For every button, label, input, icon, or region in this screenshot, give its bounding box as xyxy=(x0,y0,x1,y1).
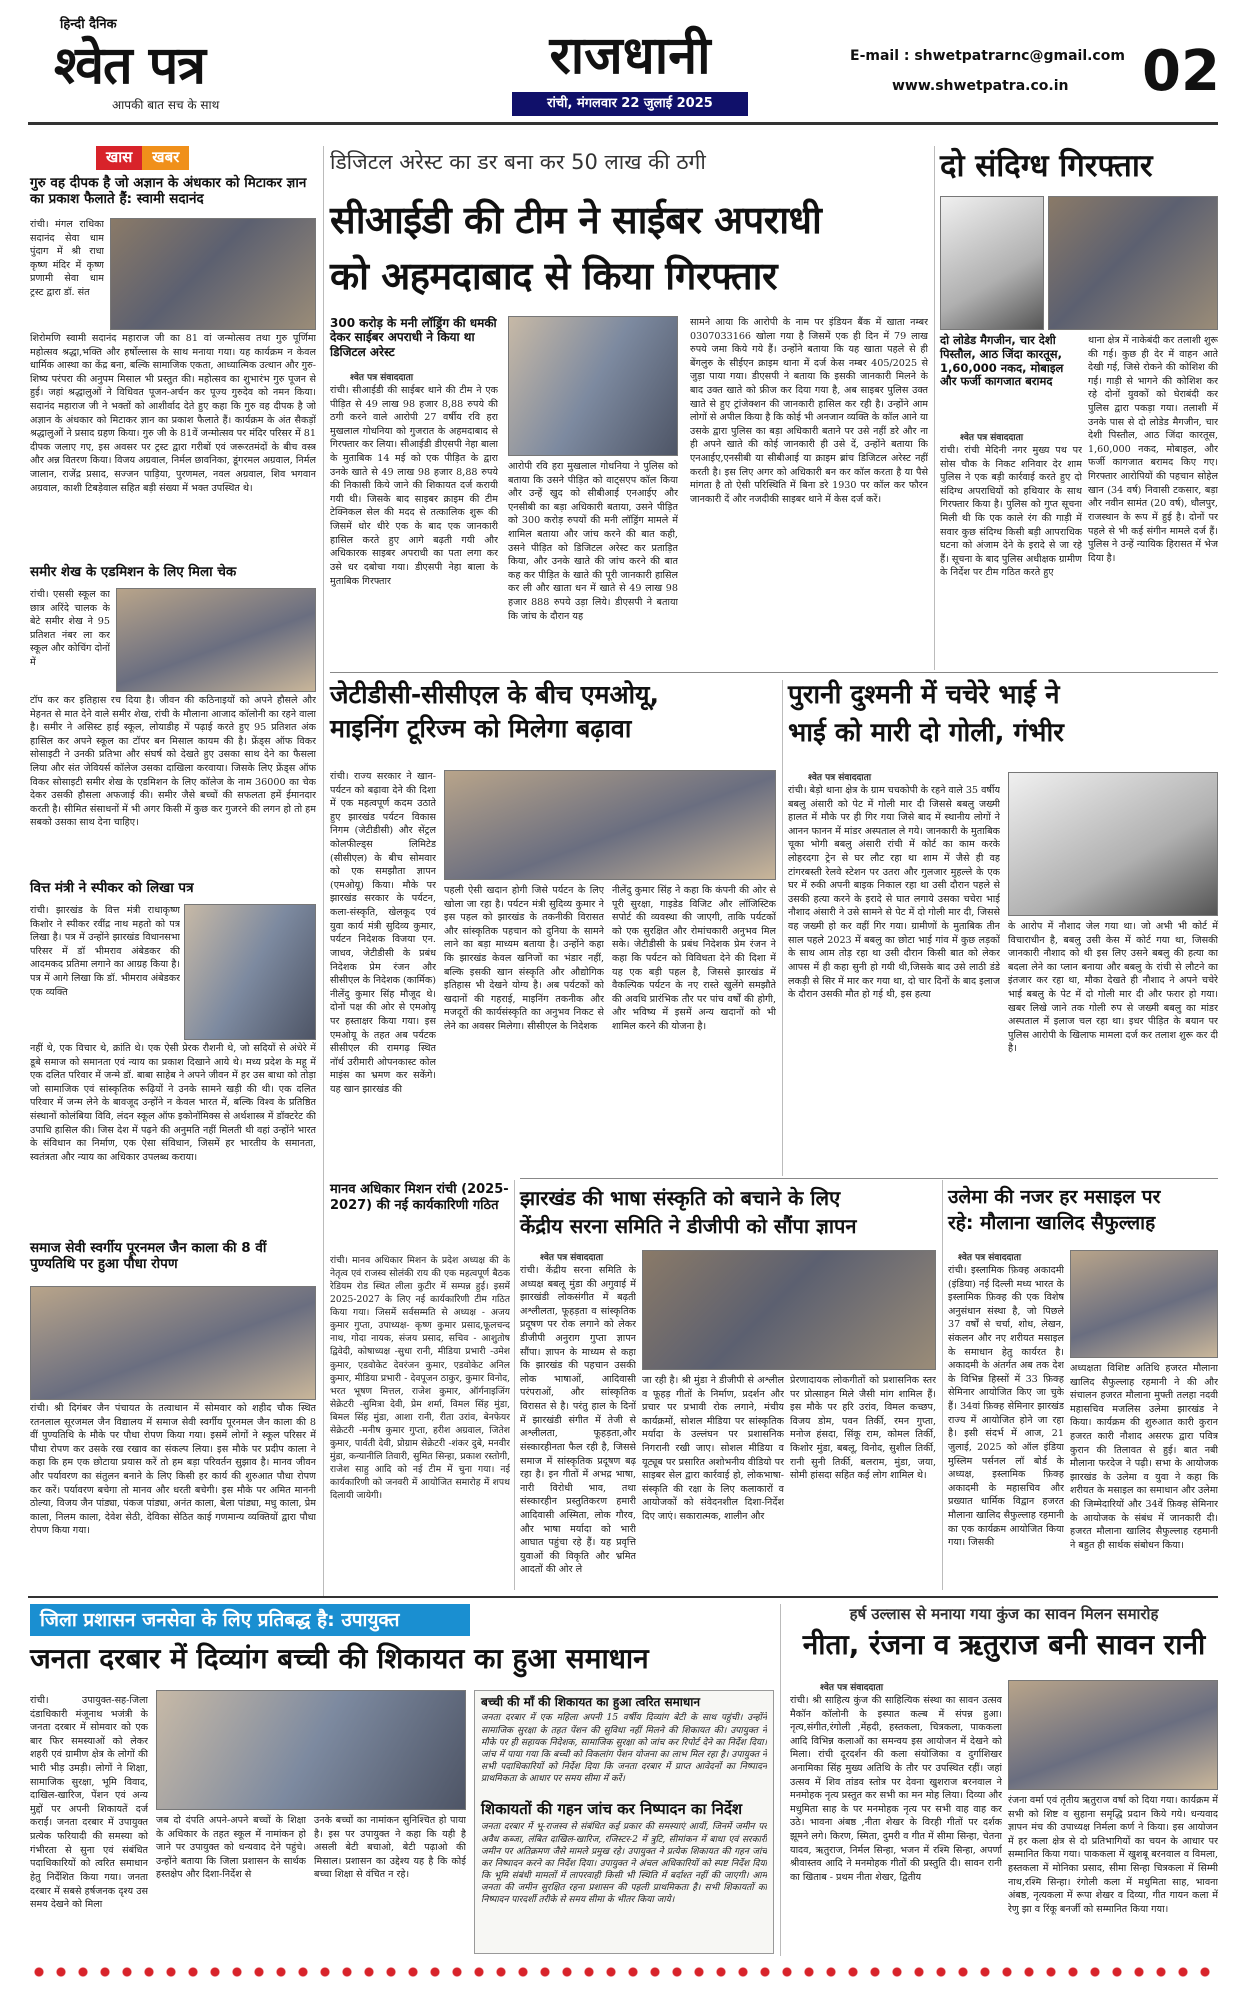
arrest-body-a: रांची। रांची मेदिनी नगर मुख्य पथ पर सोस चौक के निकट शनिवार देर शाम पुलिस ने एक बड़ी कार्रवाई करते हुए दो संदिग्ध अपराधियों को हथियार के साथ गिरफ्तार किया है। पुलिस को गुप्त सूचना मिली थी कि एक काले रंग की गाड़ी में सवार कुछ संदिग्ध किसी बड़ी आपराधिक घटना को अंजाम देने के इरादे से जा रहे हैं। सूचना के बाद पुलिस अधीक्षक ग्रामीण के निर्देश पर टीम गठित करते हुए xyxy=(940,445,1082,579)
arrest-photo-1 xyxy=(940,196,1044,330)
feud-body-a: रांची। बेड़ो थाना क्षेत्र के ग्राम चचकोपी के रहने वाले 35 वर्षीय बबलु अंसारी को पेट में गोली मार दी जिससे बबलु जख्मी हालत में मौके पर ही गिर गया जिसे बाद में स्थानीय लोगों ने आनन फानन में मांडर अस्पताल ले गये। जानकारी के मुताबिक चूका भोगी बबलु अंसारी रांची में कोर्ट का काम करके लोहरदगा ट्रेन से घर लौट रहा था शाम में जैसे ही वह टांगरबस्ती रेलवे स्टेशन पर उतरा और गुलजार मुहल्ले के एक घर में रुकी अपनी बाइक निकाल रहा था उसी दौरान पहले से उसकी हत्या करने के इरादे से घात लगाये उसका चचेरा भाई नौशाद अंसारी ने उसे सामने से पेट में दो गोली मार दी, जिससे वह जख्मी हो कर वहीं गिर गया। ग्रामीणों के मुताबिक तीन साल पहले 2023 में बबलु का छोटा भाई गांव में कुछ लड़कों के साथ आम तोड़ रहा था उसी दौरान किसी बात को लेकर आपस में ही कहा सुनी हो गयी थी,जिसके बाद उसे लाठी डंडे लकड़ी से सिर में मार कर गया था, दो चार दिनों के बाद इलाज के दौरान उसकी मौत हो गई थी, इस हत्या xyxy=(788,785,1000,1001)
section-rule xyxy=(520,1178,1218,1179)
janta-body-b: जब दो दंपति अपने-अपने बच्चों के शिक्षा के अधिकार के तहत स्कूल में नामांकन हो जाने पर उपायुक्त को धन्यवाद देने पहुंचे। उन्होंने बताया कि जिला प्रशासन के सार्थक हस्तक्षेप और दिशा-निर्देश से xyxy=(156,1815,306,1881)
column-divider xyxy=(323,146,324,1596)
sarna-body-c: प्रेरणादायक लोकगीतों को प्रशासनिक स्तर पर प्रोत्साहन मिले जैसी मांग शामिल हैं। इस मौके पर हरि उरांव, विमल कच्छप, विजय डोम, पवन तिर्की, रमन गुप्ता, मनोज हंसदा, सिंकू राम, कोमल तिर्की, किशोर मुंडा, बबलू, विनोद, सुशील तिर्की, रानी सुनी तिर्की, बलराम, मुंडा, जया, सोमी हांसदा सहित कई लोग शामिल थे। xyxy=(790,1375,936,1482)
feud-headline-line2: भाई को मारी दो गोली, गंभीर xyxy=(788,718,1064,748)
section-title: राजधानी xyxy=(549,25,711,86)
feud-body-b: के आरोप में नौशाद जेल गया था। जो अभी भी कोर्ट में विचाराधीन है, बबलु उसी केस में कोर्ट गया था, जिसकी जानकारी नौशाद को थी इस लिए उसने बबलु की हत्या का बदला लेने का प्लान बनाया और बबलु के रांची से लौटने का इंतजार कर रहा था, मौका देखते ही नौशाद ने अपने चचेरे भाई बबलु के पेट में दो गोली मार दी और फरार हो गया। खबर लिखे जाने तक गोली रुप से जख्मी बबलु का मांडर अस्पताल में इलाज चल रहा था। इधर पीड़ित के बयान पर पुलिस आरोपी के खिलाफ मामला दर्ज कर तलाश शुरू कर दी है। xyxy=(1008,921,1218,1055)
cyber-subhead: 300 करोड़ के मनी लॉड्रिंग की धमकी देकर साईबर अपराधी ने किया था डिजिटल अरेस्ट xyxy=(330,316,497,359)
arrest-photo-2 xyxy=(1048,196,1218,330)
masthead xyxy=(0,0,1246,122)
ulema-photo xyxy=(1070,1250,1218,1358)
story-sameer-headline: समीर शेख के एडमिशन के लिए मिला चेक xyxy=(30,564,237,580)
hr-headline: मानव अधिकार मिशन रांची (2025-2027) की नई कार्यकारिणी गठित xyxy=(330,1182,509,1213)
cyber-accused-photo xyxy=(508,316,678,456)
khabar-label: खबर xyxy=(142,146,189,170)
masthead-rule xyxy=(28,122,1218,125)
feud-byline: श्वेत पत्र संवाददाता xyxy=(808,773,872,783)
column-divider xyxy=(934,146,935,670)
story-sameer-body: टॉप कर कर इतिहास रच दिया है। जीवन की कठिनाइयों को अपने हौसले और मेहनत से मात देने वाले समीर शेख, रांची के मौलाना आजाद कॉलोनी का रहने वाला है। समीर ने असिस्ट हाई स्कूल, लोयाडीह में पढ़ाई करते हुए 95 प्रतिशत अंक हासिल कर अपने स्कूल का टॉपर बन मिसाल कायम की है। फ्रेंड्स ऑफ विकर सोसाइटी ने उनकी प्रतिभा और संघर्ष को देखते हुए उसका साथ देने का फैसला लिया और संत जेवियर्स कॉलेज उसका दाखिला करवाया। जिसके लिए फ्रेंड्स ऑफ विकर सोसाइटी समीर शेख के एडमिशन के लिए कॉलेज के नाम 36000 का चेक देकर उसकी हौसला अफजाई की। समीर जैसे बच्चों की सफलता हमें ईमानदार करती है। सीमित संसाधनों में भी अगर किसी में कुछ कर गुजरने की लगन हो तो हम सबको उसका साथ देना चाहिए। xyxy=(30,695,316,829)
cyber-headline-line2: को अहमदाबाद से किया गिरफ्तार xyxy=(330,254,778,298)
janta-info-box xyxy=(474,1690,774,1954)
arrest-headline: दो संदिग्ध गिरफ्तार xyxy=(940,148,1153,184)
ulema-body-a: रांची। इस्लामिक फ़िक्ह अकादमी (इंडिया) नई दिल्ली मध्य भारत के इस्लामिक फ़िक्ह की एक विशेष अनुसंधान संस्था है, जो पिछले 37 वर्षों से चर्चा, शोध, लेखन, संकलन और नए शरीयत मसाइल के समाधान हेतु कार्यरत है। अकादमी के अंतर्गत अब तक देश के विभिन्न हिस्सों में 33 फ़िक्ह सेमिनार आयोजित किए जा चुके हैं। 34वां फ़िक्ह सेमिनार झारखंड राज्य में आयोजित होने जा रहा है। इसी संदर्भ में आज, 21 जुलाई, 2025 को ऑल इंडिया मुस्लिम पर्सनल लॉ बोर्ड के अध्यक्ष, इस्लामिक फ़िक्ह अकादमी के महासचिव और प्रख्यात धार्मिक विद्वान हजरत मौलाना खालिद सैफुल्लाह रहमानी का एक कार्यक्रम आयोजित किया गया। जिसकी xyxy=(948,1265,1064,1549)
section-rule xyxy=(330,672,1218,673)
bottom-rule xyxy=(28,1596,1218,1598)
arrest-byline: श्वेत पत्र संवाददाता xyxy=(960,433,1024,443)
ulema-headline-line2: रहे: मौलाना खालिद सैफुल्लाह xyxy=(948,1212,1156,1234)
cyber-byline: श्वेत पत्र संवाददाता xyxy=(350,373,414,383)
janta-box2-headline: शिकायतों की गहन जांच कर निष्पादन का निर्देश xyxy=(481,1800,743,1819)
hr-body: रांची। मानव अधिकार मिशन के प्रदेश अध्यक्ष की के नेतृत्व एवं राजस्व सोलंकी राय की एक महत्वपूर्ण बैठक रेडियम रोड स्थित लीला कुटीर में सम्पन्न हुई। इसमें 2025-2027 के लिए नई कार्यकारिणी टीम गठित किया गया। जिसमें सर्वसम्मति से अध्यक्ष - अजय कुमार गुप्ता, उपाध्यक्ष- कृष्ण कुमार प्रसाद,फूलचन्द नाथ, गोदा नायक, संजय प्रसाद, सचिव - आशुतोष द्विवेदी, कोषाध्यक्ष -सुधा रानी, मीडिया प्रभारी -उमेश कुमार, एडवोकेट देवरंजन कुमार, एडवोकेट अनिल कुमार, मीडिया प्रभारी - देवपूजन ठाकुर, कुमार विनोद, भरत भूषण मित्तल, राजेश कुमार, ऑर्गनाइजिंग सेक्रेटरी -सुमित्रा देवी, प्रेम शर्मा, विमल सिंह मुंडा, बिमल सिंह मुंडा, आशा रानी, रीता उरांव, बेनफेयर सेक्रेटरी -मनीष कुमार गुप्ता, हरीश अग्रवाल, जितेश कुमार, पार्वती देवी, प्रोग्राम सेक्रेटरी -शंकर दुबे, मनवीर मुंडा, कन्यानीलि तिवारी, सुमित सिन्हा, प्रकाश रस्तोगी, राजेश साहु आदि को नई टीम में चुना गया। नई कार्यकारिणी को जनवरी में आयोजित समारोह में शपथ दिलायी जायेगी। xyxy=(330,1255,510,1502)
sawan-headline: नीता, रंजना व ऋतुराज बनी सावन रानी xyxy=(802,1628,1206,1661)
cyber-body-a: रांची। सीआईडी की साईबर थाने की टीम ने एक पीड़ित से 49 लाख 98 हजार 8,88 रुपये की ठगी करने वाले आरोपी 27 वर्षीय रवि हरा मुखलाल गोधनिया को गुजरात के अहमदाबाद से गिरफ्तार कर लिया। सीआईडी डीएसपी नेहा बाला के मुताबिक 14 मई को एक पीड़ित के द्वारा उनके खाते से 49 लाख 98 हजार 8,88 रुपये की निकासी किये जाने की शिकायत दर्ज करायी गयी थी। जिसके बाद साइबर क्राइम की टीम टेक्निकल सेल की मदद से तत्कालिक शुरू की जिसमें धोर धीरे एक के बाद एक जानकारी हासिल करते हुए आगे बढ़ती गयी और अधिकारक साइबर अपराधी का पता लगा कर उसे धर दबोचा गया। डीएसपी नेहा बाला के मुताबिक गिरफ्तार xyxy=(330,385,498,587)
janta-box-headline: बच्ची की माँ की शिकायत का हुआ त्वरित समाधान xyxy=(481,1695,701,1709)
sawan-body-a: रांची। श्री साहित्य कुंज की साहित्यिक संस्था का सावन उत्सव मैकॉन कॉलोनी के इस्पात कल्ब में संपन्न हुआ। नृत्य,संगीत,रंगोली ,मेंहदी, हस्तकला, चित्रकला, पाककला आदि विभिन्न कलाओं का समन्वय इस आयोजन में देखने को मिला। रांची दूरदर्शन की कला संयोजिका व दुर्गाशिखर अनामिका सिंह मुख्य अतिथि के तौर पर उपस्थित रहीं। जहां उत्सव में शिव तांडव स्तोत्र पर देवना खुशराज बरनवाल ने मनमोहक नृत्य प्रस्तुत कर सभी का मन मोह लिया। दिव्या और मधुमिता साह के पर मनमोहक नृत्य पर सभी वाह वाह कर उठे। भावना अंबष्ठ ,नीता शेखर के विरही गीतों पर दर्शक झूमने लगे। किरण, स्मिता, दुमरी व गीत में सीमा सिन्हा, चेतना यादव, ऋतुराज, निर्मल सिन्हा, भजन में रश्मि सिन्हा, अपर्णा श्रीवास्तव आदि ने मनमोहक गीतों की प्रस्तुति दी। सावन रानी का खिताब - प्रथम नीता शेखर, द्वितीय xyxy=(790,1695,1002,1883)
sawan-subhead: हर्ष उल्लास से मनाया गया कुंज का सावन मिलन समारोह xyxy=(849,1605,1159,1623)
sarna-photo xyxy=(642,1250,936,1370)
arrest-caption: दो लोडेड मैगजीन, चार देशी पिस्तौल, आठ जिंदा कारतूस, 1,60,000 नकद, मोबाइल और फर्जी कागजात बरामद xyxy=(940,333,1064,389)
plantation-photo xyxy=(30,1286,316,1400)
column-divider xyxy=(942,1180,943,1590)
mou-photo xyxy=(444,770,776,880)
cyber-kicker: डिजिटल अरेस्ट का डर बना कर 50 लाख की ठगी xyxy=(330,150,706,174)
janta-box-body: जनता दरबार में एक महिला अपनी 15 वर्षीय दिव्यांग बेटी के साथ पहुंची। उन्होंने सामाजिक सुरक्षा के तहत पेंशन की सुविधा नहीं मिलने की शिकायत की। उपायुक्त ने मौके पर ही सहायक निदेशक, सामाजिक सुरक्षा को जांच कर रिपोर्ट देने का निर्देश दिया। जांच में पाया गया कि बच्ची को विकलांग पेंशन योजना का लाभ मिल रहा है। उपायुक्त ने सभी पदाधिकारियों को निर्देश दिया कि जनता दरबार में प्राप्त आवेदनों का निष्पादन प्राथमिकता के आधार पर समय सीमा में करें। xyxy=(481,1713,767,1785)
page-number: 02 xyxy=(1142,39,1220,104)
sarna-headline-line2: केंद्रीय सरना समिति ने डीजीपी को सौंपा ज्ञापन xyxy=(520,1214,857,1238)
arrest-body-b: थाना क्षेत्र में नाकेबंदी कर तलाशी शुरू की गई। कुछ ही देर में वाहन आते देखी गई, जिसे रोकने की कोशिश की गई। गाड़ी से भागने की कोशिश कर रहे दोनों युवकों को घेराबंदी कर पुलिस द्वारा पकड़ा गया। तलाशी में उनके पास से दो लोडेड मैगजीन, चार देशी पिस्तौल, आठ जिंदा कारतूस, 1,60,000 नकद, मोबाइल, और फर्जी कागजात बरामद किए गए। गिरफ्तार आरोपियों की पहचान सोहेल खान (34 वर्ष) निवासी टकसार, बड़ा और नवीन सामंत (20 वर्ष), धौलपुर, राजस्थान के रूप में हुई है। दोनों पर पहले से भी कई संगीन मामले दर्ज हैं। पुलिस ने उन्हें न्यायिक हिरासत में भेज दिया है। xyxy=(1088,335,1218,564)
contact-web[interactable]: www.shwetpatra.co.in xyxy=(892,78,1069,94)
contact-email[interactable]: E-mail : shwetpatrarnc@gmail.com xyxy=(850,48,1125,64)
ulema-body-b: अध्यक्षता विशिष्ट अतिथि हजरत मौलाना खालिद सैफुल्लाह रहमानी ने की और संचालन हजरत मौलाना मुफ्ती तलहा नदवी महासचिव मजलिस उलेमा झारखंड ने किया। कार्यक्रम की शुरुआत कारी कुरान हजरत कारी नौशाद असरफ द्वारा पवित्र कुरान की तिलावत से हुई। बात नबी मौलाना फरदेज ने पढ़ी। सभा के आयोजक झारखंड के उलेमा व युवा ने कहा कि शरीयत के मसाइल का समाधान और उलेमा की जिम्मेदारियों और 34वें फ़िक्ह सेमिनार के आयोजक के संबंध में जानकारी दी। हजरत मौलाना खालिद सैफुल्लाह रहमानी ने बहुत ही सार्थक संबोधन किया। xyxy=(1070,1363,1218,1551)
janta-banner: जिला प्रशासन जनसेवा के लिए प्रतिबद्ध है: उपायुक्त xyxy=(30,1604,470,1636)
story-guru-headline: गुरु वह दीपक है जो अज्ञान के अंधकार को मिटाकर ज्ञान का प्रकाश फैलाते हैं: स्वामी सदानंद xyxy=(30,175,307,208)
sawan-photo xyxy=(1008,1680,1218,1790)
mou-headline-line2: माइनिंग टूरिज्म को मिलेगा बढ़ावा xyxy=(330,714,632,743)
sameer-photo xyxy=(116,588,316,692)
sarna-body-a: रांची। केंद्रीय सरना समिति के अध्यक्ष बबलू मुंडा की अगुवाई में झारखंडी लोकसंगीत में बढ़ती अश्लीलता, फूहड़ता व सांस्कृतिक प्रदूषण पर रोक लगाने को लेकर डीजीपी अनुराग गुप्ता ज्ञापन सौंपा। ज्ञापन के माध्यम से कहा कि झारखंड की पहचान उसकी लोक भाषाओं, आदिवासी परंपराओं, और सांस्कृतिक विरासत से है। परंतु हाल के दिनों में झारखंडी संगीत में तेजी से अश्लीलता, फूहड़ता,और संस्कारहीनता फैल रही है, जिससे समाज में सांस्कृतिक प्रदूषण बढ़ रहा है। इन गीतों में अभद्र भाषा, नारी विरोधी भाव, तथा संस्कारहीन प्रस्तुतिकरण हमारी आदिवासी अस्मिता, लोक गौरव, और भाषा मर्यादा को भारी आघात पहुंचा रहे हैं। यह प्रवृत्ति युवाओं की विकृति और भ्रमित आदतों की ओर ले xyxy=(520,1265,636,1576)
cyber-body-b: आरोपी रवि हरा मुखलाल गोधनिया ने पुलिस को बताया कि उसने पीड़ित को वाट्सएप कॉल किया और उन्हें खुद को सीबीआई एनआईए और एनसीबी का बड़ा अधिकारी बताया, उसने पीड़ित को 300 करोड़ रुपयों की मनी लॉड्रिंग मामले में शामिल बताया और जांच करने की बात कही, उसने पीड़ित को डिजिटल अरेस्ट कर प्रताड़ित किया, और उनके खाते की जांच करने की बात कह कर पीड़ित के खाते की पूरी जानकारी हासिल कर ली और खाता धन में खाते से 49 लाख 98 हजार 888 रुपये उड़ा लिये। डीएसपी ने बताया कि जांच के दौरान यह xyxy=(508,461,678,622)
feud-headline-line1: पुरानी दुश्मनी में चचेरे भाई ने xyxy=(788,680,1060,710)
janta-body-c: उनके बच्चों का नामांकन सुनिश्चित हो पाया है। इस पर उपायुक्त ने कहा कि यही है असली बेटी बचाओ, बेटी पढ़ाओ की मिसाल। प्रशासन का उद्देश्य यह है कि कोई बच्चा शिक्षा से वंचित न रहे। xyxy=(314,1815,466,1881)
khas-khabar-tag xyxy=(96,146,189,170)
janta-box2-body: जनता दरबार में भू-राजस्व से संबंधित कई प्रकार की समस्याएं आयीं, जिनमें जमीन पर अवैध कब्जा, लंबित दाखिल-खारिज, रजिस्टर-2 में त्रुटि, सीमांकन में बाधा एवं सरकारी जमीन पर अतिक्रमण जैसे मामले प्रमुख रहे। उपायुक्त ने प्रत्येक शिकायत की गहन जांच कर निष्पादन करने का निर्देश दिया। उपायुक्त ने अंचल अधिकारियों को स्पष्ट निर्देश दिया कि भूमि संबंधी मामलों में लापरवाही किसी भी स्थिति में बर्दाश्त नहीं की जाएगी। आम जनता की जमीन सुरक्षित रहना प्रशासन की पहली प्राथमिकता है। सभी शिकायतों का निष्पादन पारदर्शी तरीके से समय सीमा के भीतर किया जाये। xyxy=(481,1822,767,1906)
story-plantation-body: रांची। श्री दिगंबर जैन पंचायत के तत्वाधान में सोमवार को शहीद चौक स्थित रतनलाल सूरजमल जैन विद्यालय में समाज सेवी स्वर्गीय पूरनमल जैन काला की 8 वीं पुण्यतिथि के मौके पर पौधा रोपण किया गया। इसमें लोगों ने स्कूल परिसर में पौधा रोपण कर उसके रख रखाव का संकल्प लिया। इस मौके पर प्रदीप काला ने कहा कि हम एक छोटाया प्रयास करें तो हम बड़ा परिवर्तन सुझाव है। मानव जीवन और पर्यावरण का संतुलन बनाने के लिए किसी हर कार्य की शुरुआत पौधा रोपण कर करें। पर्यावरण बचेगा तो मानव और धरती बचेगी। इस मौके पर अमित माननी ठोल्या, विजय जैन पांड्या, पंकज पांड्या, अनंत काला, बेला पांड्या, मधु काला, प्रेम काला, निलम काला, देवेश सेठी, देविका सेठित काई गणमान्य व्यक्तियों द्वारा पौधा रोपण किया गया। xyxy=(30,1403,316,1537)
cyber-body-c: सामने आया कि आरोपी के नाम पर इंडियन बैंक में खाता नम्बर 0307033166 खोला गया है जिसमें एक ही दिन में 79 लाख रुपये जमा किये गये हैं। उन्होंने बताया कि यह खाता पहले से ही बेंगलुरु के सीईएन क्राइम थाना में दर्ज केस नम्बर 405/2025 से जुड़ा पाया गया। डीएसपी ने बताया कि इसकी जानकारी मिलने के बाद उक्त खाते को फ्रीज कर दिया गया है, अब साइबर पुलिस उक्त खाते से हुए ट्रांजेक्शन की जानकारी हासिल कर रही है। उन्होंने आम लोगों से अपील किया है कि कोई भी अनजान व्यक्ति के कॉल आने या उसके द्वारा पुलिस का बड़ा अधिकारी बताने पर उसे नहीं डरे और ना ही अपने खाते की कोई जानकारी ही उसे दें, उन्होंने बताया कि एनआईए,एनसीबी या सीबीआई या क्राइम ब्रांच डिजिटल अरेस्ट नहीं करती है। इस लिए अगर को अधिकारी बन कर कॉल करता है या पैसे मांगता है तो ऐसी परिस्थिति में बिना डरे 1930 पर कॉल कर फौरन जानकारी दें और नजदीकी साइबर थाने में केस दर्ज करें। xyxy=(690,317,928,505)
story-sameer-lead: रांची। एससी स्कूल का छात्र अरिंदे चालक के बेटे समीर शेख ने 95 प्रतिशत नंबर ला कर स्कूल और कोचिंग दोनों में xyxy=(30,589,110,669)
gun-photo xyxy=(1008,772,1218,916)
story-plantation-headline: समाज सेवी स्वर्गीय पूरनमल जैन काला की 8 वीं पुण्यतिथि पर हुआ पौधा रोपण xyxy=(30,1240,267,1273)
sawan-byline: श्वेत पत्र संवाददाता xyxy=(820,1683,884,1693)
cyber-headline-line1: सीआईडी की टीम ने साईबर अपराधी xyxy=(330,198,822,242)
story-fm-lead: रांची। झारखंड के वित्त मंत्री राधाकृष्ण किशोर ने स्पीकर रवींद्र नाथ महतो को पत्र लिखा है। पत्र में उन्होंने झारखंड विधानसभा परिसर में डॉ भीमराव अंबेडकर की आदमकद प्रतिमा लगाने का आग्रह किया है। पत्र में आगे लिखा कि डॉ. भीमराव अंबेडकर एक व्यक्ति xyxy=(30,905,180,998)
hr-sidebar xyxy=(330,1180,510,1592)
fm-photo xyxy=(184,904,316,1040)
mou-body-c: नीलेंदु कुमार सिंह ने कहा कि कंपनी की ओर से पूरी सुरक्षा, गाइडेड विजिट और लॉजिस्टिक सपोर्ट की व्यवस्था की जाएगी, ताकि पर्यटकों को एक सुरक्षित और रोमांचकारी अनुभव मिल सके। जेटीडीसी के प्रबंध निदेशक प्रेम रंजन ने कहा कि पर्यटन को विविधता देने की दिशा में यह एक बड़ी पहल है, जिससे झारखंड में वैकल्पिक पर्यटन के नए रास्ते खुलेंगे समझौते की अवधि प्रारंभिक तौर पर पांच वर्षों की होगी, और भविष्य में इसमें अन्य खदानों को भी शामिल करने की योजना है। xyxy=(612,885,776,1033)
column-divider xyxy=(780,1604,781,1956)
ulema-byline: श्वेत पत्र संवाददाता xyxy=(958,1253,1022,1263)
mou-body-b: पहली ऐसी खदान होगी जिसे पर्यटन के लिए खोला जा रहा है। पर्यटन मंत्री सुदिव्य कुमार ने इस पहल को झारखंड के तकनीकी विरासत और सांस्कृतिक पहचान को दुनिया के सामने लाने का बड़ा माध्यम बताया है। उन्होंने कहा कि झारखंड केवल खनिजों का भंडार नहीं, बल्कि इसकी खान संस्कृति और औद्योगिक इतिहास भी देखने योग्य है। अब पर्यटकों को खदानों की गहराई, माइनिंग तकनीक और मजदूरों की कार्यसंस्कृति का अनुभव निकट से लेने का अवसर मिलेगा। सीसीएल के निदेशक xyxy=(444,885,604,1033)
story-guru-body: शिरोमणि स्वामी सदानंद महाराज जी का 81 वां जन्मोत्सव तथा गुरु पूर्णिमा महोत्सव श्रद्धा,भक्ति और हर्षोल्लास के साथ मनाया गया। यह कार्यक्रम न केवल धार्मिक आस्था का केंद्र बना, बल्कि सामाजिक एकता, आध्यात्मिक उत्थान और गुरु-शिष्य परंपरा की अनुपम मिसाल भी प्रस्तुत की। महोत्सव का शुभारंभ गुरु पूजन से हुई। जहां श्रद्धालुओं ने विधिवत पूजन-अर्चन कर पूज्य गुरुदेव को नमन किया। सदानंद महाराज जी ने भक्तों को आशीर्वाद देते हुए कहा कि गुरु वह दीपक है जो अज्ञान के अंधकार को मिटाकर ज्ञान का प्रकाश फैलाते हैं। कार्यक्रम के अंत सैकड़ों श्रद्धालुओं ने प्रसाद ग्रहण किया। गुरु जी के 81वें जन्मोत्सव पर मंदिर परिसर में 81 दीपक जलाए गए, इस अवसर पर ट्रस्ट द्वारा गरीबों एवं जरूरतमंदों के बीच वस्त्र और अन्न वितरण किया। विजय अग्रवाल, निर्मल छावनिका, डूंगरमल अग्रवाल, निर्मल जालान, राजेंद्र प्रसाद, सज्जन पाड़िया, पुरणमल, नवल अग्रवाल, शिव भगवान अग्रवाल, काशी टिबड़ेवाल सहित बड़ी संख्या में भक्त उपस्थित थे। xyxy=(30,333,316,494)
brand-tagline: आपकी बात सच के साथ xyxy=(112,98,220,112)
story-guru-lead: रांची। मंगल राधिका सदानंद सेवा धाम पुंदाग में श्री राधा कृष्ण मंदिर में कृष्ण प्रणामी सेवा धाम ट्रस्ट द्वारा डॉ. संत xyxy=(30,219,104,299)
column-divider xyxy=(782,680,783,1176)
sarna-body-b: जा रही है। श्री मुंडा ने डीजीपी से अश्लील व फूहड़ गीतों के निर्माण, प्रदर्शन और प्रचार पर प्रभावी रोक लगाने, मंचीय कार्यक्रमों, सोशल मीडिया पर सांस्कृतिक मर्यादा के उल्लंघन पर प्रशासनिक निगरानी रखी जाए। सोशल मीडिया व यूट्यूब पर प्रसारित अशोभनीय वीडियो पर साइबर सेल द्वारा कार्रवाई हो, लोकभाषा-संस्कृति की रक्षा के लिए कलाकारों व आयोजकों को संवेदनशील दिशा-निर्देश दिए जाएं। सकारात्मक, शालीन और xyxy=(642,1375,784,1523)
sawan-body-b: रंजना वर्मा एवं तृतीय ऋतुराज वर्षा को दिया गया। कार्यक्रम में सभी को शिष्ट व सुहाना समृद्धि प्रदान किये गये। धन्यवाद ज्ञापन मंच की उपाध्यक्ष निर्मला कर्ण ने किया। इस आयोजन में हर कला क्षेत्र से दो प्रतिभागियों का चयन के आधार पर सम्मानित किया गया। पाककला में खुशबू बरनवाल व विमला, हस्तकला में मोनिका प्रसाद, सीमा सिन्हा चित्रकला में सिम्मी नाथ,रश्मि सिन्हा। रंगोली कला में मधुमिता साह, भावना अंबष्ठ, नृत्यकला में रूपा शेखर व दिव्या, गीत गायन कला में रेणु झा व रिंकू बनर्जी को सम्मानित किया गया। xyxy=(1008,1795,1218,1915)
janta-body-a: रांची। उपायुक्त-सह-जिला दंडाधिकारी मंजूनाथ भजंत्री के जनता दरबार में सोमवार को एक बार फिर समस्याओं को लेकर शहरी एवं ग्रामीण क्षेत्र के लोगों की भारी भीड़ उमड़ी। लोगों ने शिक्षा, सामाजिक सुरक्षा, भूमि विवाद, दाखिल-खारिज, पेंशन एवं अन्य मुद्दों पर अपनी शिकायतें दर्ज कराईं। जनता दरबार में उपायुक्त प्रत्येक फरियादी की समस्या को गंभीरता से सुना एवं संबंधित पदाधिकारियों को त्वरित समाधान हेतु निर्देशित किया गया। जनता दरबार में सबसे हर्षजनक दृश्य उस समय देखने को मिला xyxy=(30,1695,148,1911)
dateline: रांची, मंगलवार 22 जुलाई 2025 xyxy=(512,92,748,116)
sarna-byline: श्वेत पत्र संवाददाता xyxy=(540,1253,604,1263)
janta-photo xyxy=(156,1690,466,1810)
column-divider xyxy=(514,1180,515,1590)
sarna-headline-line1: झारखंड की भाषा संस्कृति को बचाने के लिए xyxy=(520,1186,841,1210)
story-fm-headline: वित्त मंत्री ने स्पीकर को लिखा पत्र xyxy=(30,880,194,896)
mou-body-a: रांची। राज्य सरकार ने खान-पर्यटन को बढ़ावा देने की दिशा में एक महत्वपूर्ण कदम उठाते हुए झारखंड पर्यटन विकास निगम (जेटीडीसी) और सेंट्रल कोलफील्ड्स लिमिटेड (सीसीएल) के बीच सोमवार को एक समझौता ज्ञापन (एमओयू) किया। मौके पर झारखंड सरकार के पर्यटन, कला-संस्कृति, खेलकूद एवं युवा कार्य मंत्री सुदिव्य कुमार, पर्यटन निदेशक विजया एन. जाधव, जेटीडीसी के प्रबंध निदेशक प्रेम रंजन और सीसीएल के निदेशक (कार्मिक) नीलेंदु कुमार सिंह मौजूद थे। दोनों पक्ष की ओर से एमओयू पर हस्ताक्षर किया गया। इस एमओयू के तहत अब पर्यटक सीसीएल की रामगढ़ स्थित नॉर्थ उरीमारी ओपनकास्ट कोल माइंस का भ्रमण कर सकेंगे। यह खान झारखंड की xyxy=(330,771,436,1096)
story-fm-body: नहीं थे, एक विचार थे, क्रांति थे। एक ऐसी प्रेरक रौशनी थे, जो सदियों से अंधेरे में डूबे समाज को समानता एवं न्याय का प्रकाश दिखाने आये थे। मध्य प्रदेश के महू में एक दलित परिवार में जन्मे डॉ. बाबा साहेब ने अपने जीवन में हर उस बाधा को तोड़ा जो सामाजिक एवं सांस्कृतिक रूढ़ियों ने उनके सामने खड़ी की थी। एक दलित परिवार में जन्म लेने के बावजूद उन्होंने न केवल भारत में, बल्कि विश्व के प्रतिष्ठित संस्थानों कोलंबिया विवि, लंदन स्कूल ऑफ इकोनॉमिक्स से अर्थशास्त्र में डॉक्टरेट की उपाधि हासिल की। जिस देश में पढ़ने की अनुमति नहीं मिलती थी वहां उन्होंने भारत के संविधान का निर्माण, एक ऐसा संविधान, जिसमें हर भारतीय के समानता, स्वतंत्रता और न्याय का अधिकार उपलब्ध कराया। xyxy=(30,1043,316,1163)
khas-label: खास xyxy=(96,146,142,170)
footer-dot-strip xyxy=(28,1964,1218,1980)
brand-small: हिन्दी दैनिक xyxy=(60,17,117,32)
mou-headline-line1: जेटीडीसी-सीसीएल के बीच एमओयू, xyxy=(330,680,660,709)
brand-logo: श्वेत पत्र xyxy=(54,35,205,96)
janta-headline: जनता दरबार में दिव्यांग बच्ची की शिकायत का हुआ समाधान xyxy=(30,1642,649,1675)
ulema-headline-line1: उलेमा की नजर हर मसाइल पर xyxy=(948,1186,1161,1208)
guru-photo xyxy=(110,218,316,330)
